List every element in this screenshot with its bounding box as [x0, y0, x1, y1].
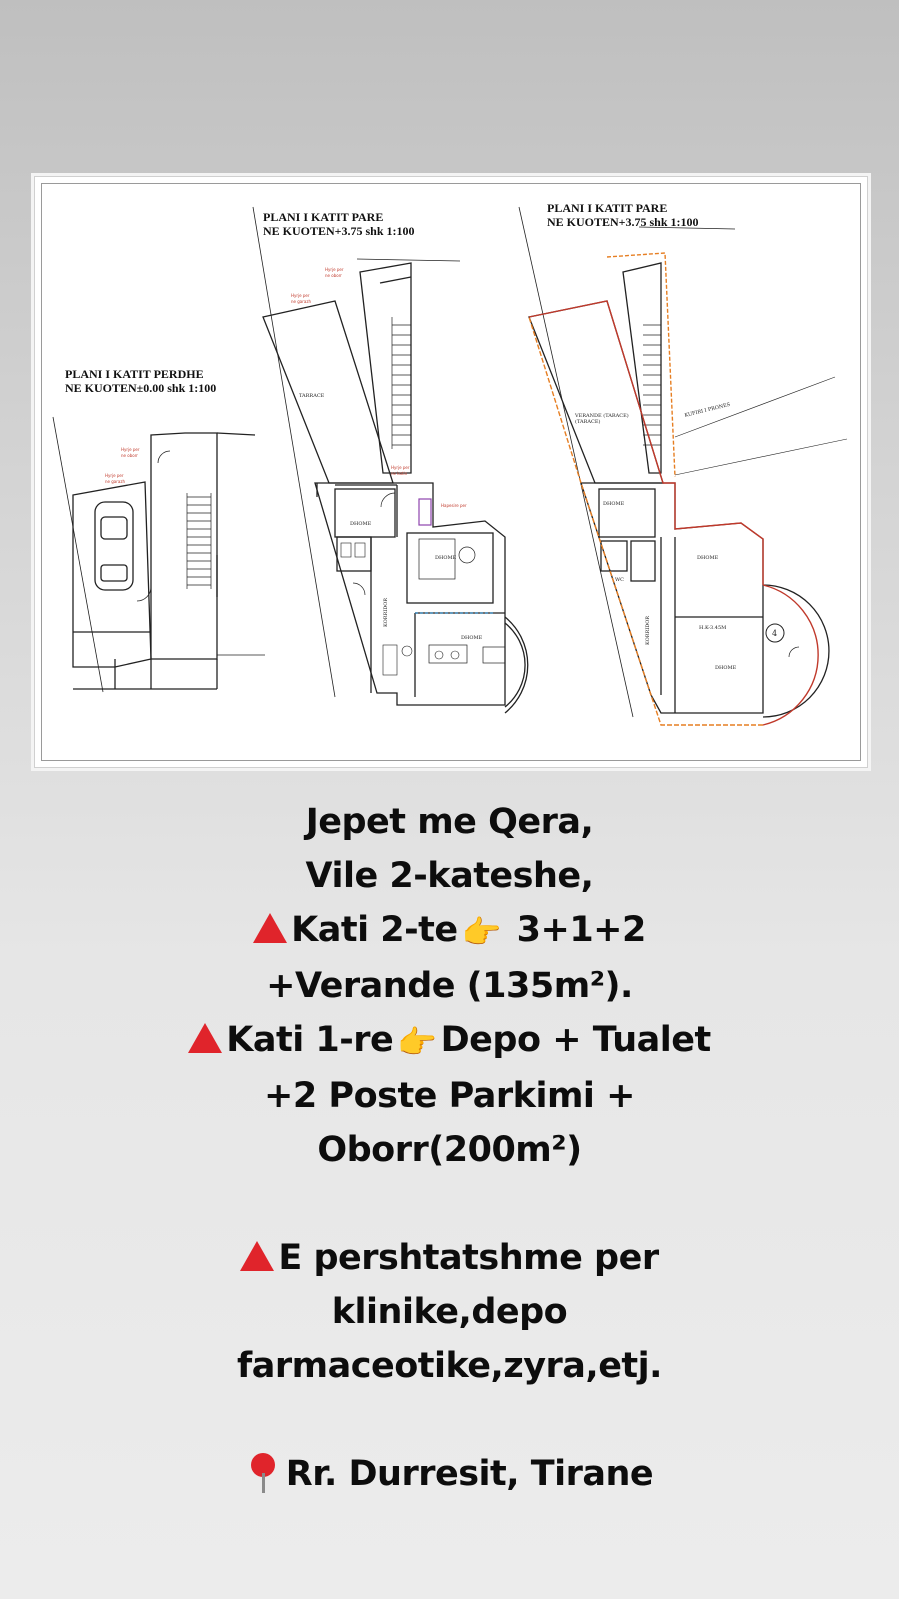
- svg-text:TARRACE: TARRACE: [299, 393, 325, 399]
- caption-line-villa: Vile 2-kateshe,: [305, 856, 594, 896]
- red-triangle-icon: [188, 1023, 222, 1053]
- caption-line-floor-1: [0, 1013, 899, 1069]
- floor-plan-image: [34, 176, 868, 768]
- svg-text:Hyrje per: Hyrje per: [121, 447, 140, 452]
- caption-line-rent: Jepet me Qera,: [305, 802, 594, 842]
- svg-text:ne oborr: ne oborr: [121, 453, 138, 458]
- svg-text:ne katin: ne katin: [391, 471, 408, 476]
- svg-text:ne garazh: ne garazh: [291, 299, 311, 304]
- floor-2-label: Kati 2-te: [291, 910, 458, 950]
- first-floor-plan-outlined: [519, 207, 847, 717]
- svg-text:DHOME: DHOME: [697, 555, 719, 561]
- floor-2-layout: 3+1+2: [504, 910, 646, 950]
- svg-text:Hyrje per: Hyrje per: [291, 293, 310, 298]
- svg-text:DHOME: DHOME: [715, 665, 737, 671]
- svg-text:Hapesire per: Hapesire per: [441, 503, 467, 508]
- svg-text:DHOME: DHOME: [461, 635, 483, 641]
- ground-floor-annotations: [105, 447, 140, 484]
- red-triangle-icon: [240, 1241, 274, 1271]
- suitable-label: E pershtatshme per: [278, 1238, 659, 1278]
- floor-plan-drawing: [35, 177, 867, 767]
- first-floor-highlight: [419, 499, 431, 525]
- svg-text:ne oborr: ne oborr: [325, 273, 342, 278]
- caption-line-clinic: klinike,depo: [331, 1292, 568, 1332]
- caption-line-suitable: [0, 1231, 899, 1285]
- first-floor-plan-title: PLANI I KATIT PARE NE KUOTEN+3.75 shk 1:100: [263, 210, 415, 238]
- first-floor-plan: [253, 207, 528, 713]
- svg-text:(TARACE): (TARACE): [575, 419, 601, 425]
- caption-line-veranda: +Verande (135m²).: [266, 966, 633, 1006]
- svg-text:4: 4: [772, 629, 778, 638]
- round-pushpin-icon: [246, 1453, 280, 1493]
- first-floor-annotations: [291, 267, 467, 508]
- first-floor-labels: [299, 393, 483, 641]
- svg-text:Hyrje per: Hyrje per: [105, 473, 124, 478]
- caption-line-location: [0, 1447, 899, 1501]
- svg-text:WC: WC: [615, 577, 624, 583]
- caption-line-floor-2: [0, 903, 899, 959]
- ground-floor-plan-title: PLANI I KATIT PERDHE NE KUOTEN±0.00 shk 1:100: [65, 367, 217, 395]
- svg-text:KORRIDOR: KORRIDOR: [645, 615, 651, 645]
- caption-line-pharma: farmaceotike,zyra,etj.: [237, 1346, 662, 1386]
- first-floor-outlined-plan-title: PLANI I KATIT PARE NE KUOTEN+3.75 shk 1:100: [547, 201, 699, 229]
- floor-1-contents: Depo + Tualet: [440, 1020, 711, 1060]
- svg-text:Hyrje per: Hyrje per: [391, 465, 410, 470]
- caption-line-yard: Oborr(200m²): [317, 1130, 582, 1170]
- svg-text:H.K-3.45M: H.K-3.45M: [699, 625, 727, 631]
- caption-spacer: [0, 1393, 899, 1447]
- svg-text:Hyrje per: Hyrje per: [325, 267, 344, 272]
- location-address: Rr. Durresit, Tirane: [285, 1454, 654, 1494]
- svg-text:ne garazh: ne garazh: [105, 479, 125, 484]
- caption-line-parking: +2 Poste Parkimi +: [264, 1076, 635, 1116]
- red-triangle-icon: [253, 913, 287, 943]
- pointing-hand-icon: 👉: [397, 1023, 437, 1061]
- svg-text:KORRIDOR: KORRIDOR: [383, 597, 389, 627]
- property-boundary-outline: [529, 253, 818, 725]
- svg-text:VERANDE (TARACE): VERANDE (TARACE): [575, 413, 629, 419]
- caption-spacer: [0, 1177, 899, 1231]
- svg-text:KUFIRI I PRONES: KUFIRI I PRONES: [684, 401, 731, 419]
- pointing-hand-icon: 👉: [461, 913, 501, 951]
- floor-1-label: Kati 1-re: [226, 1020, 394, 1060]
- svg-text:DHOME: DHOME: [603, 501, 625, 507]
- svg-text:DHOME: DHOME: [350, 521, 372, 527]
- ground-floor-plan: [53, 417, 265, 692]
- story-caption: [0, 795, 899, 1501]
- svg-text:DHOME: DHOME: [435, 555, 457, 561]
